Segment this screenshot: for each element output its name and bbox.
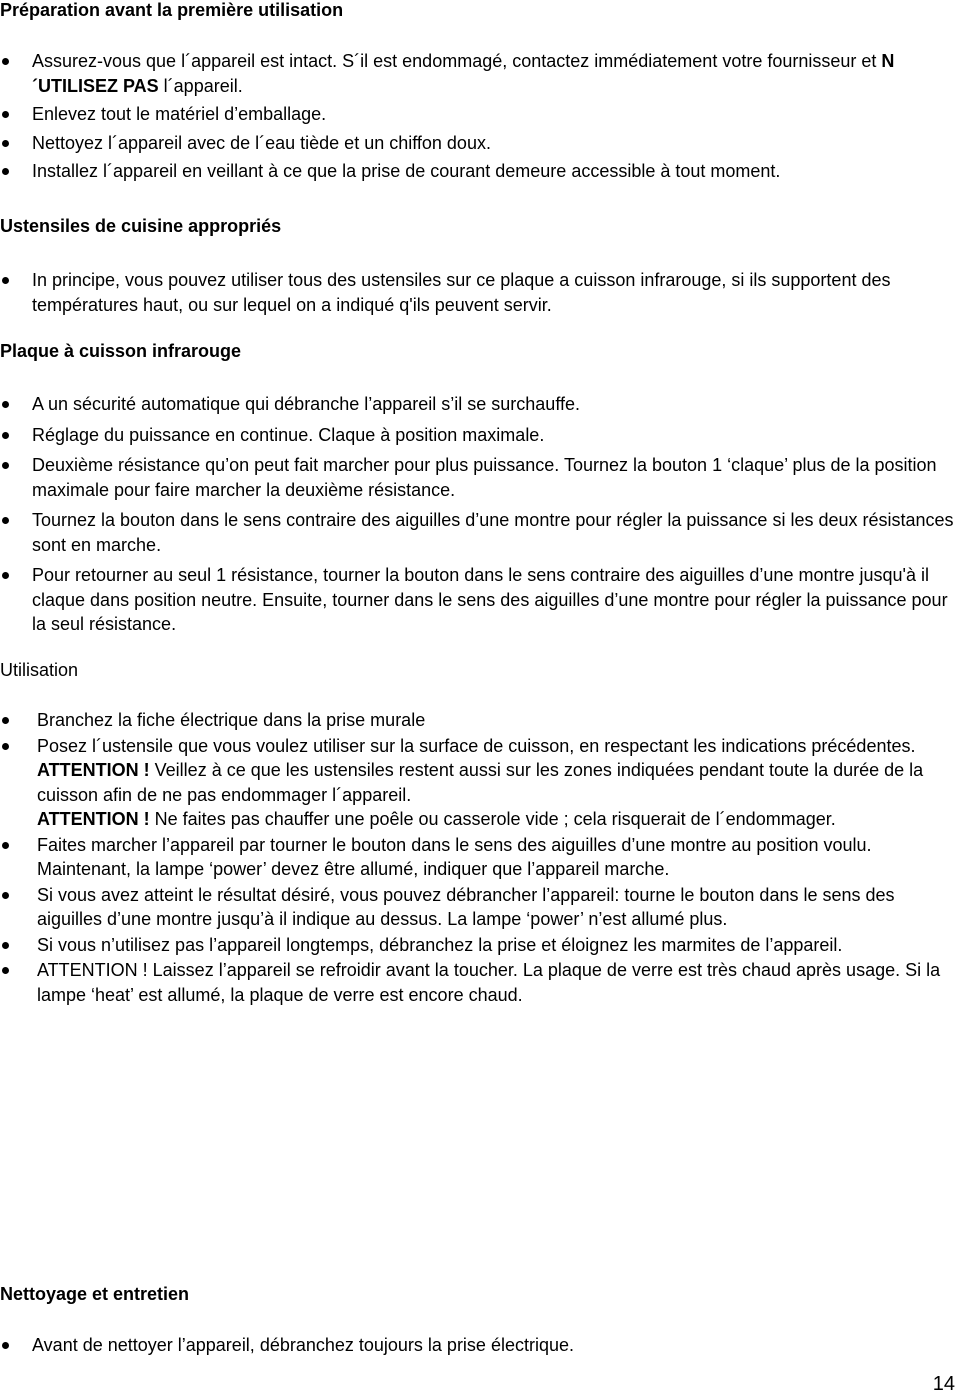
bullet-icon: [2, 967, 9, 974]
list-item: Réglage du puissance en continue. Claque à position maximale.: [32, 423, 955, 448]
bullet-icon: [2, 462, 9, 469]
list-item: Installez l´appareil en veillant à ce que la prise de courant demeure accessible à tout moment.: [32, 159, 955, 184]
list-item: ATTENTION ! Laissez l’appareil se refroidir avant la toucher. La plaque de verre est très chaud après usage. Si la lampe ‘heat’ est allumé, la plaque de verre est encore chaud.: [37, 958, 955, 1007]
bullet-icon: [2, 572, 9, 579]
page-number: 14: [932, 1373, 955, 1395]
list-utilisation: [37, 708, 955, 1008]
warning-label: ATTENTION !: [37, 760, 150, 780]
list-item: Tournez la bouton dans le sens contraire des aiguilles d’une montre pour régler la puissance si les deux résistances sont en marche.: [32, 508, 955, 557]
bullet-icon: [2, 942, 9, 949]
list-item: Faites marcher l’appareil par tourner le bouton dans le sens des aiguilles d’une montre au position voulu. Maintenant, la lampe ‘power’ devez être allumé, indiquer que l’appareil marche.: [37, 833, 955, 882]
list-item: Branchez la fiche électrique dans la prise murale: [37, 708, 955, 733]
list-item: Si vous avez atteint le résultat désiré, vous pouvez débrancher l’appareil: tourne le bouton dans le sens des aiguilles d’une montre jusqu’à il indique au dessus. La lampe ‘power’ n’est allumé plus.: [37, 883, 955, 932]
bullet-icon: [2, 1342, 9, 1349]
list-item: Deuxième résistance qu’on peut fait marcher pour plus puissance. Tournez la bouton 1 ‘claque’ plus de la position maximale pour faire marcher la deuxième résistance.: [32, 453, 955, 502]
list-nettoyage: [32, 1333, 955, 1358]
list-item: Pour retourner au seul 1 résistance, tourner la bouton dans le sens contraire des aiguilles d’une montre jusqu'à il claque dans position neutre. Ensuite, tourner dans le sens des aiguilles d’une montre pour régler la puissance pour la seul résistance.: [32, 563, 955, 637]
section-title-ustensiles: Ustensiles de cuisine appropriés: [0, 216, 282, 236]
list-item: Si vous n’utilisez pas l’appareil longtemps, débranchez la prise et éloignez les marmites de l’appareil.: [37, 933, 955, 958]
bullet-icon: [2, 168, 9, 175]
emphasis-text: N´UTILISEZ PAS: [32, 51, 895, 96]
list-item: Enlevez tout le matériel d’emballage.: [32, 102, 955, 127]
list-item: In principe, vous pouvez utiliser tous des ustensiles sur ce plaque a cuisson infrarouge, si ils supportent des températures haut, ou sur lequel on a indiqué q'ils peuvent servir.: [32, 268, 955, 317]
warning-label: ATTENTION !: [37, 809, 150, 829]
bullet-icon: [2, 111, 9, 118]
list-preparation: [32, 49, 955, 188]
bullet-icon: [2, 517, 9, 524]
bullet-icon: [2, 743, 9, 750]
bullet-icon: [2, 432, 9, 439]
section-title-plaque: Plaque à cuisson infrarouge: [0, 341, 242, 361]
section-title-preparation: Préparation avant la première utilisation: [0, 0, 344, 20]
bullet-icon: [2, 842, 9, 849]
list-plaque: [32, 392, 955, 643]
bullet-icon: [2, 58, 9, 65]
list-item: Avant de nettoyer l’appareil, débranchez toujours la prise électrique.: [32, 1333, 955, 1358]
list-item: Posez l´ustensile que vous voulez utiliser sur la surface de cuisson, en respectant les indications précédentes. ATTENTION ! Veillez à ce que les ustensiles restent aussi sur les zones indiquées pendant toute la durée de la cuisson afin de ne pas endommager l´appareil. ATTENTION ! Ne faites pas chauffer une poêle ou casserole vide ; cela risquerait de l´endommager.: [37, 734, 955, 832]
bullet-icon: [2, 277, 9, 284]
list-item: A un sécurité automatique qui débranche l’appareil s’il se surchauffe.: [32, 392, 955, 417]
list-item: Nettoyez l´appareil avec de l´eau tiède et un chiffon doux.: [32, 131, 955, 156]
section-title-utilisation: Utilisation: [0, 660, 79, 680]
bullet-icon: [2, 892, 9, 899]
bullet-icon: [2, 717, 9, 724]
bullet-icon: [2, 401, 9, 408]
list-item: Assurez-vous que l´appareil est intact. S´il est endommagé, contactez immédiatement votre fournisseur et N´UTILISEZ PAS l´appareil.: [32, 49, 955, 98]
section-title-nettoyage: Nettoyage et entretien: [0, 1284, 190, 1304]
list-ustensiles: [32, 268, 955, 317]
bullet-icon: [2, 140, 9, 147]
